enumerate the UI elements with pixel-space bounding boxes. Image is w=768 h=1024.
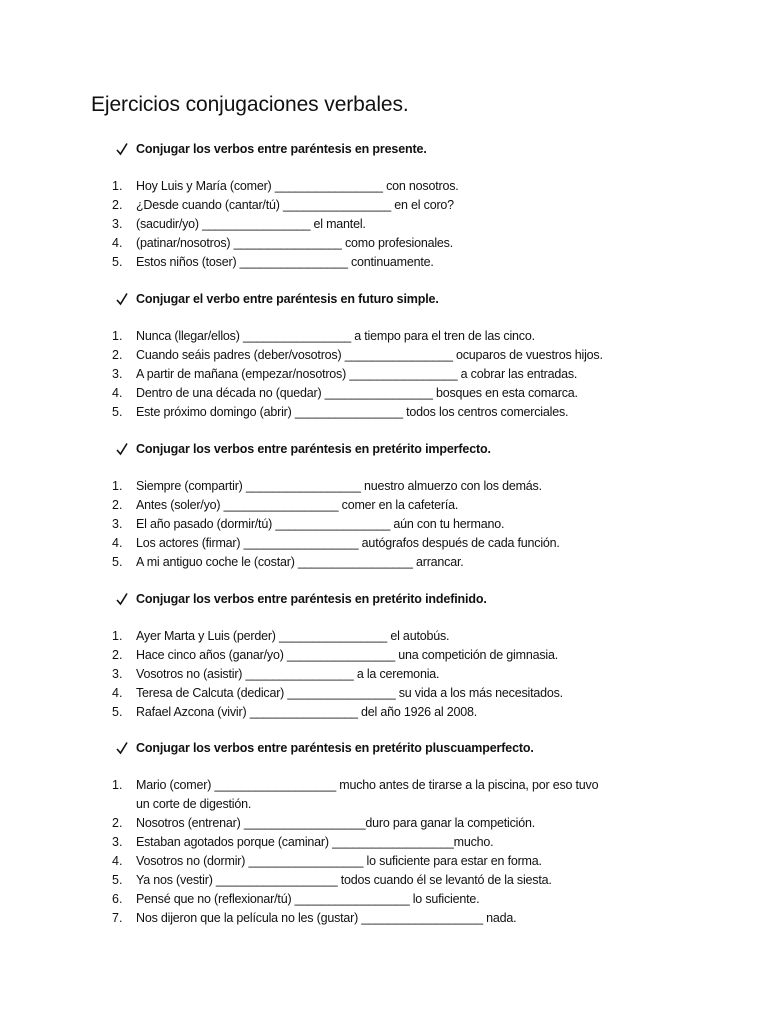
- section-heading: [116, 739, 534, 757]
- list-item: [0, 684, 768, 703]
- checkmark-icon: [116, 292, 128, 306]
- item-text: Mario (comer) __________________ mucho antes de tirarse a la piscina, por eso tuvo: [136, 778, 599, 792]
- item-number: 7.: [112, 911, 123, 925]
- item-number: 1.: [112, 179, 123, 193]
- item-text: Dentro de una década no (quedar) ________________ bosques en esta comarca.: [136, 386, 578, 400]
- list-item: [0, 253, 768, 272]
- item-number: 4.: [112, 236, 123, 250]
- item-number: 5.: [112, 555, 123, 569]
- list-item: [0, 909, 768, 928]
- item-number: 4.: [112, 854, 123, 868]
- item-text: Siempre (compartir) _________________ nuestro almuerzo con los demás.: [136, 479, 542, 493]
- section-heading-text: Conjugar los verbos entre paréntesis en pretérito imperfecto.: [136, 442, 491, 456]
- item-text: Antes (soler/yo) _________________ comer en la cafetería.: [136, 498, 459, 512]
- item-number: 5.: [112, 405, 123, 419]
- list-item: [0, 365, 768, 384]
- item-number: 1.: [112, 329, 123, 343]
- list-item: [0, 477, 768, 496]
- list-item: [0, 346, 768, 365]
- item-number: 2.: [112, 198, 123, 212]
- item-text: A mi antiguo coche le (costar) _________________ arrancar.: [136, 555, 464, 569]
- list-item: [0, 890, 768, 909]
- list-item: [0, 703, 768, 722]
- item-text: Nos dijeron que la película no les (gustar) __________________ nada.: [136, 911, 517, 925]
- item-text: Este próximo domingo (abrir) ________________ todos los centros comerciales.: [136, 405, 569, 419]
- item-number: 5.: [112, 255, 123, 269]
- list-item: [0, 496, 768, 515]
- list-item: [0, 177, 768, 196]
- item-number: 4.: [112, 386, 123, 400]
- item-text: Nunca (llegar/ellos) ________________ a tiempo para el tren de las cinco.: [136, 329, 535, 343]
- item-text: ¿Desde cuando (cantar/tú) ________________ en el coro?: [136, 198, 454, 212]
- list-item: [0, 384, 768, 403]
- item-text-continuation: un corte de digestión.: [136, 797, 252, 811]
- item-text: A partir de mañana (empezar/nosotros) ________________ a cobrar las entradas.: [136, 367, 578, 381]
- list-item: [0, 871, 768, 890]
- list-item: [0, 327, 768, 346]
- item-text: Nosotros (entrenar) __________________duro para ganar la competición.: [136, 816, 535, 830]
- list-item: [0, 814, 768, 833]
- item-number: 4.: [112, 686, 123, 700]
- item-number: 2.: [112, 348, 123, 362]
- item-number: 6.: [112, 892, 123, 906]
- item-text: (patinar/nosotros) ________________ como profesionales.: [136, 236, 454, 250]
- list-item: [0, 646, 768, 665]
- item-text: Teresa de Calcuta (dedicar) ________________ su vida a los más necesitados.: [136, 686, 563, 700]
- list-item: [0, 776, 768, 814]
- item-text: Vosotros no (dormir) _________________ lo suficiente para estar en forma.: [136, 854, 542, 868]
- item-text: Vosotros no (asistir) ________________ a la ceremonia.: [136, 667, 440, 681]
- section-heading-text: Conjugar los verbos entre paréntesis en presente.: [136, 142, 427, 156]
- checkmark-icon: [116, 741, 128, 755]
- item-number: 3.: [112, 667, 123, 681]
- section-heading: [116, 590, 487, 608]
- list-item: [0, 833, 768, 852]
- list-item: [0, 515, 768, 534]
- item-number: 3.: [112, 835, 123, 849]
- section-heading: [116, 140, 427, 158]
- item-text: Ya nos (vestir) __________________ todos cuando él se levantó de la siesta.: [136, 873, 552, 887]
- checkmark-icon: [116, 592, 128, 606]
- checkmark-icon: [116, 142, 128, 156]
- section-heading-text: Conjugar el verbo entre paréntesis en futuro simple.: [136, 292, 439, 306]
- item-number: 3.: [112, 517, 123, 531]
- item-number: 3.: [112, 217, 123, 231]
- item-text: Hoy Luis y María (comer) ________________ con nosotros.: [136, 179, 459, 193]
- list-item: [0, 553, 768, 572]
- list-item: [0, 852, 768, 871]
- list-item: [0, 234, 768, 253]
- list-item: [0, 215, 768, 234]
- item-text: Ayer Marta y Luis (perder) ________________ el autobús.: [136, 629, 450, 643]
- list-item: [0, 627, 768, 646]
- item-text: El año pasado (dormir/tú) _________________ aún con tu hermano.: [136, 517, 505, 531]
- item-number: 1.: [112, 629, 123, 643]
- item-number: 1.: [112, 479, 123, 493]
- checkmark-icon: [116, 442, 128, 456]
- item-text: Cuando seáis padres (deber/vosotros) ________________ ocuparos de vuestros hijos.: [136, 348, 603, 362]
- section-heading-text: Conjugar los verbos entre paréntesis en pretérito pluscuamperfecto.: [136, 741, 534, 755]
- section-heading-text: Conjugar los verbos entre paréntesis en pretérito indefinido.: [136, 592, 487, 606]
- item-text: Rafael Azcona (vivir) ________________ del año 1926 al 2008.: [136, 705, 478, 719]
- item-text: Los actores (firmar) _________________ autógrafos después de cada función.: [136, 536, 560, 550]
- item-text: (sacudir/yo) ________________ el mantel.: [136, 217, 366, 231]
- list-item: [0, 665, 768, 684]
- list-item: [0, 403, 768, 422]
- item-text: Estos niños (toser) ________________ continuamente.: [136, 255, 434, 269]
- item-number: 2.: [112, 816, 123, 830]
- item-number: 4.: [112, 536, 123, 550]
- item-number: 5.: [112, 705, 123, 719]
- page-title: Ejercicios conjugaciones verbales.: [91, 93, 409, 116]
- item-number: 5.: [112, 873, 123, 887]
- item-number: 3.: [112, 367, 123, 381]
- item-number: 2.: [112, 648, 123, 662]
- item-number: 1.: [112, 778, 123, 792]
- section-heading: [116, 440, 491, 458]
- item-text: Pensé que no (reflexionar/tú) _________________ lo suficiente.: [136, 892, 480, 906]
- item-text: Estaban agotados porque (caminar) __________________mucho.: [136, 835, 494, 849]
- item-number: 2.: [112, 498, 123, 512]
- section-heading: [116, 290, 439, 308]
- list-item: [0, 534, 768, 553]
- item-text: Hace cinco años (ganar/yo) ________________ una competición de gimnasia.: [136, 648, 559, 662]
- list-item: [0, 196, 768, 215]
